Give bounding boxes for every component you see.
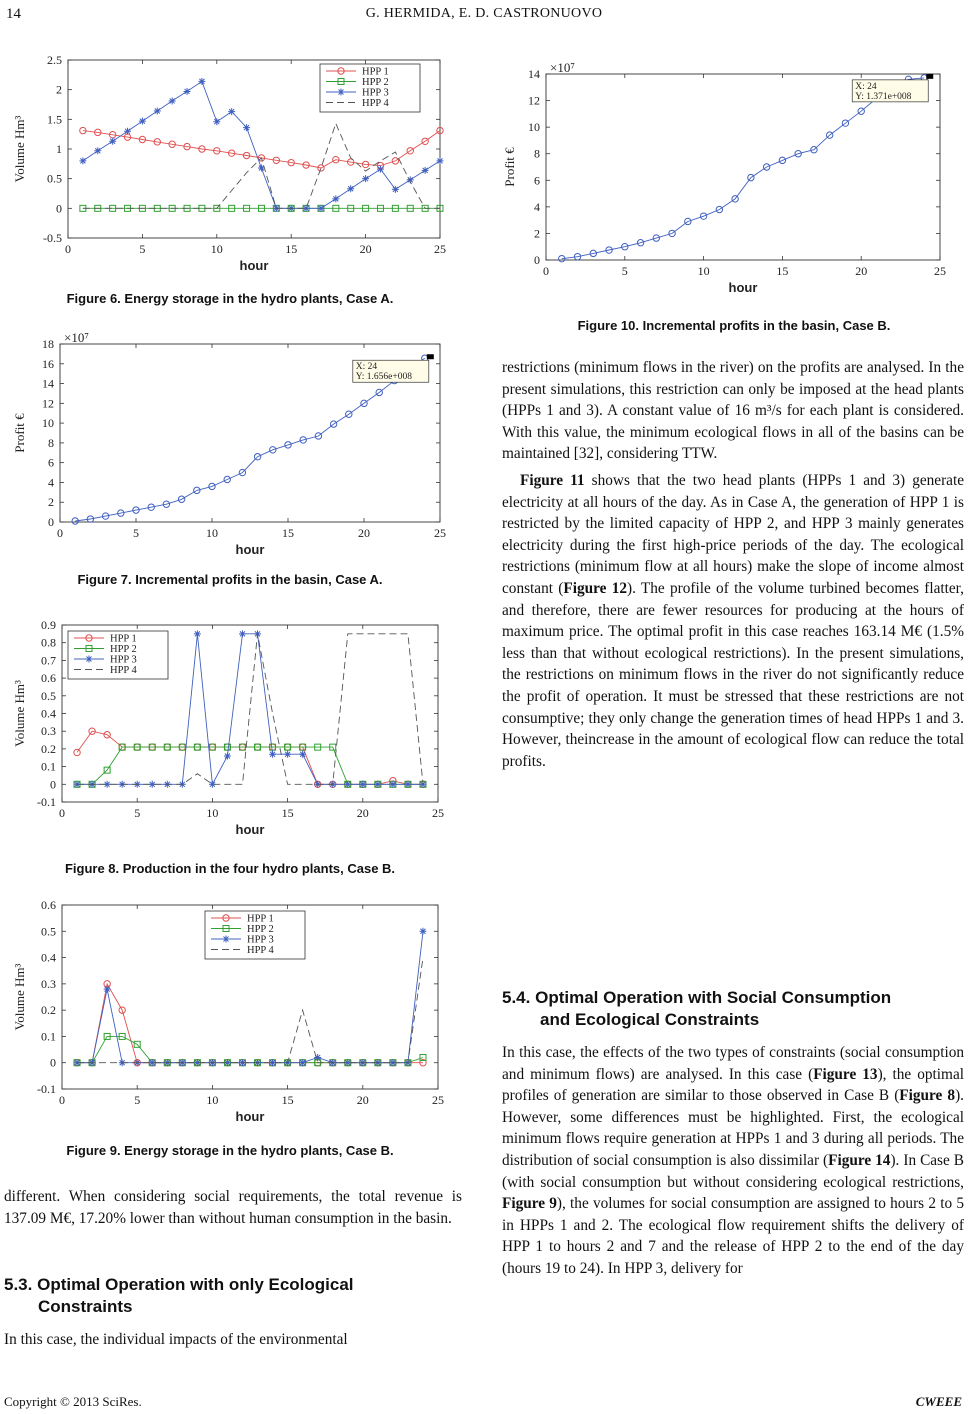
x-tick-label: 15 xyxy=(282,526,294,540)
data-point xyxy=(213,118,220,125)
legend-entry: HPP 3 xyxy=(110,654,137,666)
data-point xyxy=(239,630,246,637)
data-point xyxy=(184,88,191,95)
ref-figure-11[interactable]: Figure 11 xyxy=(520,471,585,489)
legend-entry: HPP 3 xyxy=(247,934,274,946)
y-tick-label: 1 xyxy=(56,142,62,156)
p3-text-e: ), the volumes for social consumption are assigned to hours 2 to 5 in HPPs 1 and 2. The ecological flow requirement shifts the delivery of HPP 1 to hours 2 and 7 and the release of HPP 2 to the end of the day (hours 19 to 24). In HPP 3, delivery for xyxy=(502,1195,964,1277)
x-tick-label: 20 xyxy=(356,1093,369,1107)
p3-text-a: In this case, the effects of the two types of constraints (social consumption and minimum flows) are analysed. In this case ( xyxy=(502,1044,964,1083)
data-point xyxy=(109,138,116,145)
data-point xyxy=(198,78,205,85)
x-tick-label: 5 xyxy=(621,264,628,278)
ref-figure-8[interactable]: Figure 8 xyxy=(899,1087,956,1105)
p2-text-b: ). The profile of the volume turbined becomes flatter, and therefore, there are fewer resources for producing at the hours of maximum price. The optimal profit in this case reaches 163.14 M€ (1.5% less than that without ecological restrictions). In the present simulations, the restrictions on minimum flows in the river do not significantly reduce the profit of operation. It must be stressed that these restrictions are not consumptive; they only change the generation times of head HPPs 1 and 3. However, theincrease in the amount of ecological flow can reduce the total profits. xyxy=(502,579,964,770)
data-point xyxy=(269,751,276,758)
data-point xyxy=(344,781,351,788)
y-tick-label: 10 xyxy=(528,120,540,135)
data-point xyxy=(224,752,231,759)
y-tick-label: 14 xyxy=(42,376,54,391)
data-point xyxy=(194,630,201,637)
x-tick-label: 15 xyxy=(281,1093,294,1107)
x-tick-label: 25 xyxy=(432,806,444,820)
legend xyxy=(320,64,420,112)
running-header: G. HERMIDA, E. D. CASTRONUOVO xyxy=(365,6,603,21)
datatip-line: X: 24 xyxy=(355,362,378,373)
legend-entry: HPP 2 xyxy=(110,644,137,655)
legend-entry: HPP 4 xyxy=(247,945,274,956)
journal-name: CWEEE xyxy=(915,1394,962,1409)
y-tick-label: 0 xyxy=(56,201,62,216)
y-tick-label: 2 xyxy=(56,82,62,97)
datatip-line: Y: 1.371e+008 xyxy=(855,91,912,102)
legend xyxy=(205,911,305,959)
figure-6 xyxy=(10,52,450,280)
y-tick-label: 0.5 xyxy=(41,924,56,939)
data-point xyxy=(299,1059,306,1066)
y-tick-label: 0.9 xyxy=(41,618,56,632)
x-tick-label: 15 xyxy=(281,806,294,820)
p3-text-b: ), the optimal profiles of generation are similar to those observed in Case B ( xyxy=(502,1065,964,1105)
x-tick-label: 5 xyxy=(133,526,139,540)
section-5-3-title: Optimal Operation with only Ecological xyxy=(37,1275,354,1294)
y-tick-label: 12 xyxy=(42,396,54,411)
y-tick-label: 8 xyxy=(534,146,540,161)
x-tick-label: 10 xyxy=(206,1093,219,1107)
data-point xyxy=(317,205,324,212)
y-tick-label: 2 xyxy=(48,495,54,510)
data-point xyxy=(228,108,235,115)
p3-text-c: ). However, some differences must be highlighted. First, the ecological minimum flows require generation at HPPs 1 and 3 during all periods. The distribution of social consumption is also dissimilar ( xyxy=(502,1087,964,1169)
data-point xyxy=(79,157,86,164)
figure-7-caption: Figure 7. Incremental profits in the basin, Case A. xyxy=(77,572,383,587)
y-axis-label: Profit € xyxy=(502,147,517,187)
ref-figure-12[interactable]: Figure 12 xyxy=(563,579,627,597)
x-tick-label: 0 xyxy=(543,264,549,278)
y-tick-label: 1.5 xyxy=(47,112,62,127)
figure-6-caption: Figure 6. Energy storage in the hydro plants, Case A. xyxy=(66,291,394,306)
data-point xyxy=(374,781,381,788)
y-tick-label: 0.4 xyxy=(41,950,56,965)
x-tick-label: 25 xyxy=(432,1093,444,1107)
y-tick-label: 12 xyxy=(528,93,540,108)
data-point xyxy=(377,166,384,173)
y-tick-label: 0.2 xyxy=(41,741,56,756)
right-paragraph-3 xyxy=(502,1042,964,1280)
figure-7 xyxy=(10,330,450,564)
y-tick-label: 0.2 xyxy=(41,1003,56,1018)
figure-8 xyxy=(10,617,450,852)
y-tick-label: 0.5 xyxy=(41,688,56,703)
data-point xyxy=(419,928,426,935)
data-point xyxy=(284,751,291,758)
legend-marker xyxy=(223,936,230,943)
y-tick-label: 0.6 xyxy=(41,671,56,686)
x-axis-label: hour xyxy=(235,542,265,557)
datatip-line: Y: 1.656e+008 xyxy=(355,372,413,383)
data-point xyxy=(347,185,354,192)
right-column-text xyxy=(502,357,964,772)
ref-figure-13[interactable]: Figure 13 xyxy=(813,1065,878,1083)
y-tick-label: 16 xyxy=(42,356,54,371)
data-point xyxy=(104,986,111,993)
x-axis-label: hour xyxy=(235,1109,265,1124)
y-axis-label: Volume Hm³ xyxy=(12,680,27,747)
y-tick-label: 0 xyxy=(534,253,540,267)
fig9-chart xyxy=(10,897,450,1137)
y-tick-label: 6 xyxy=(48,455,54,470)
legend-entry: HPP 4 xyxy=(110,665,137,676)
datatip-marker xyxy=(926,74,933,79)
y-tick-label: 18 xyxy=(42,337,54,351)
fig7-chart xyxy=(10,330,450,564)
fig10-chart xyxy=(500,58,950,310)
x-tick-label: 10 xyxy=(210,242,223,256)
x-axis-label: hour xyxy=(235,822,265,837)
datatip-marker xyxy=(427,354,434,359)
figure-10 xyxy=(500,58,950,310)
y-tick-label: 2.5 xyxy=(47,53,62,67)
y-tick-label: -0.5 xyxy=(43,231,62,245)
p2-text-a: shows that the two head plants (HPPs 1 and 3) generate electricity at all hours of the day. As in Case A, the generation of HPP 1 is restricted by the limited capacity of HPP 2, and HPP 3 mainly generates electricity during the first high-price periods of the day. The ecological restrictions (minimum flow at all hours) make the slope of income almost constant ( xyxy=(502,471,964,597)
x-tick-label: 20 xyxy=(855,264,868,278)
legend-marker xyxy=(86,656,93,663)
y-tick-label: 10 xyxy=(42,416,54,431)
x-tick-label: 10 xyxy=(206,526,218,540)
left-paragraph: different. When considering social requirements, the total revenue is 137.09 M€, 17.20% lower than without human consumption in the basin. xyxy=(4,1188,462,1227)
data-point xyxy=(94,147,101,154)
y-tick-label: 0.8 xyxy=(41,635,56,650)
data-point xyxy=(124,128,131,135)
ref-figure-9[interactable]: Figure 9 xyxy=(502,1195,557,1213)
data-point xyxy=(389,781,396,788)
legend-entry: HPP 2 xyxy=(362,77,389,88)
left-paragraph-2 xyxy=(4,1329,462,1351)
x-tick-label: 5 xyxy=(134,806,141,820)
right-paragraph-1: restrictions (minimum flows in the river) on the profits are analysed. In the present simulations, this restriction can only be imposed at the head plants (HPPs 1 and 3). A constant value of 16 m³/s for each plant is considered. With this value, the minimum ecological flows in all of the basins can be maintained [32], considering TTW. xyxy=(502,359,964,463)
legend-entry: HPP 4 xyxy=(362,98,389,109)
y-tick-label: 2 xyxy=(534,226,540,241)
data-point xyxy=(422,167,429,174)
legend-entry: HPP 1 xyxy=(110,633,137,645)
section-5-3-number: 5.3. xyxy=(4,1275,33,1294)
x-tick-label: 0 xyxy=(59,806,65,820)
y-tick-label: 0.3 xyxy=(41,724,56,739)
y-axis-label: Volume Hm³ xyxy=(12,115,27,183)
y-tick-label: 0 xyxy=(50,777,56,792)
x-tick-label: 5 xyxy=(134,1093,141,1107)
data-point xyxy=(332,195,339,202)
y-tick-label: 0.7 xyxy=(41,653,56,668)
y-tick-label: 0 xyxy=(48,515,54,529)
x-tick-label: 5 xyxy=(139,242,146,256)
page-number: 14 xyxy=(6,6,21,22)
data-point xyxy=(404,781,411,788)
y-tick-label: 4 xyxy=(534,199,540,214)
y-tick-label: 0 xyxy=(50,1055,56,1070)
left-column-text xyxy=(4,1186,462,1229)
x-tick-label: 20 xyxy=(356,806,369,820)
x-tick-label: 0 xyxy=(65,242,71,256)
y-tick-label: 0.4 xyxy=(41,706,56,721)
y-tick-label: -0.1 xyxy=(37,795,56,809)
x-tick-label: 25 xyxy=(434,526,446,540)
x-tick-label: 15 xyxy=(776,264,789,278)
y-axis-label: Profit € xyxy=(12,413,27,453)
data-point xyxy=(243,124,250,131)
section-5-4-title: Optimal Operation with Social Consumption xyxy=(535,988,892,1007)
section-5-4-line1 xyxy=(502,987,964,1009)
y-tick-label: 0.1 xyxy=(41,1029,56,1044)
figure-9 xyxy=(10,897,450,1137)
copyright: Copyright © 2013 SciRes. xyxy=(4,1394,142,1409)
data-point xyxy=(392,186,399,193)
x-tick-label: 10 xyxy=(697,264,710,278)
data-point xyxy=(139,118,146,125)
section-5-4-heading xyxy=(502,987,964,1031)
y-axis-label: Volume Hm³ xyxy=(12,963,27,1031)
section-5-3-line2: Constraints xyxy=(38,1297,133,1316)
data-point xyxy=(437,157,444,164)
fig8-chart xyxy=(10,617,450,852)
x-tick-label: 0 xyxy=(57,526,63,540)
legend-entry: HPP 2 xyxy=(247,924,274,935)
p3-text-d: ). In Case B (with social consumption but without considering ecological restrictions, xyxy=(502,1151,964,1191)
y-tick-label: 0.1 xyxy=(41,759,56,774)
x-tick-label: 0 xyxy=(59,1093,65,1107)
x-axis-label: hour xyxy=(728,280,758,295)
y-tick-label: 4 xyxy=(48,475,54,490)
x-tick-label: 25 xyxy=(434,242,446,256)
data-point xyxy=(299,751,306,758)
x-tick-label: 20 xyxy=(358,526,370,540)
figure-10-caption: Figure 10. Incremental profits in the basin, Case B. xyxy=(577,318,891,333)
y-tick-label: 0.5 xyxy=(47,171,62,186)
left-paragraph-2-text: In this case, the individual impacts of the environmental xyxy=(4,1331,348,1348)
section-5-4-line2: and Ecological Constraints xyxy=(540,1010,760,1029)
legend-marker xyxy=(338,89,345,96)
legend-entry: HPP 3 xyxy=(362,87,389,99)
x-tick-label: 15 xyxy=(285,242,298,256)
right-paragraph-2 xyxy=(502,470,964,772)
section-5-3-heading xyxy=(4,1274,462,1318)
x-tick-label: 20 xyxy=(359,242,372,256)
y-tick-label: 0.6 xyxy=(41,898,56,912)
x-tick-label: 25 xyxy=(934,264,946,278)
data-point xyxy=(154,108,161,115)
section-5-4-number: 5.4. xyxy=(502,988,531,1007)
datatip-line: X: 24 xyxy=(855,81,877,92)
ref-figure-14[interactable]: Figure 14 xyxy=(828,1151,891,1169)
y-tick-label: 0.3 xyxy=(41,976,56,991)
section-5-3-line1 xyxy=(4,1274,462,1296)
data-point xyxy=(362,175,369,182)
fig6-chart xyxy=(10,52,450,280)
x-axis-label: hour xyxy=(239,258,269,273)
exponent-label: ×10⁷ xyxy=(550,60,575,75)
y-tick-label: -0.1 xyxy=(37,1082,56,1096)
data-point xyxy=(169,97,176,104)
y-tick-label: 8 xyxy=(48,435,54,450)
x-tick-label: 10 xyxy=(206,806,219,820)
figure-8-caption: Figure 8. Production in the four hydro plants, Case B. xyxy=(64,861,396,876)
y-tick-label: 6 xyxy=(534,173,540,188)
y-tick-label: 14 xyxy=(528,67,540,81)
figure-9-caption: Figure 9. Energy storage in the hydro plants, Case B. xyxy=(66,1143,394,1158)
legend-entry: HPP 1 xyxy=(247,913,274,925)
exponent-label: ×10⁷ xyxy=(64,330,89,345)
legend xyxy=(68,631,168,679)
right-paragraph-3-text xyxy=(502,1042,964,1280)
legend-entry: HPP 1 xyxy=(362,66,389,78)
data-point xyxy=(359,781,366,788)
